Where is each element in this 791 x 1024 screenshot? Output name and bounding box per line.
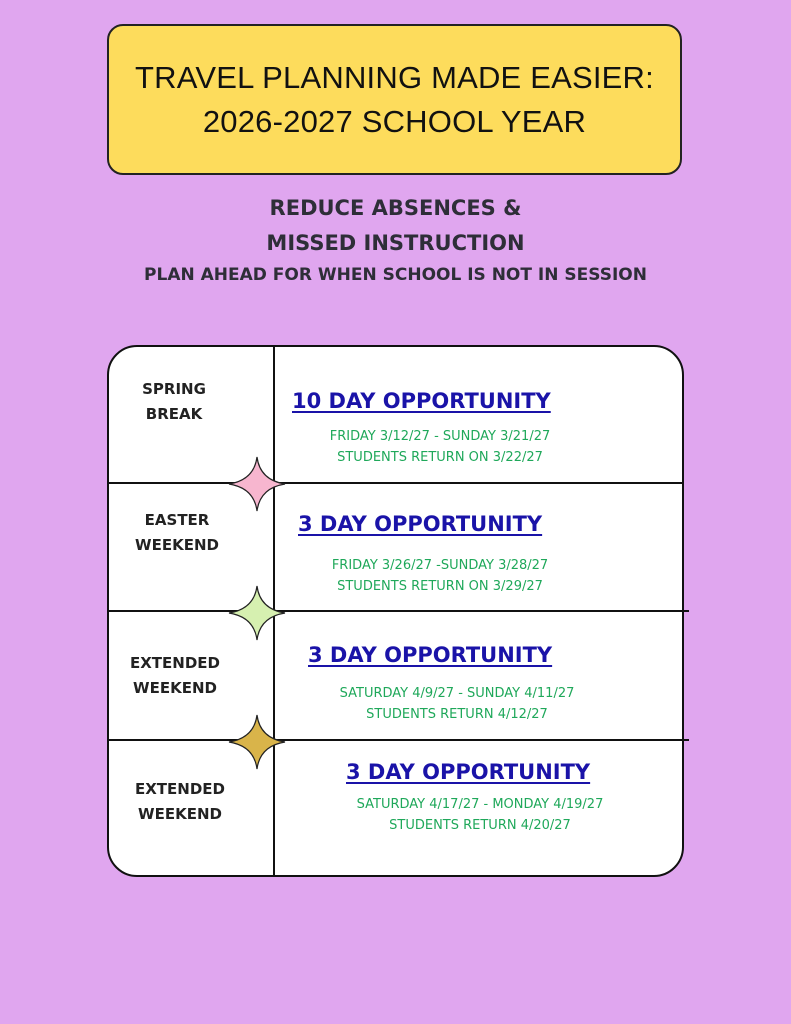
opportunity-dates: FRIDAY 3/12/27 - SUNDAY 3/21/27 STUDENTS RETURN ON 3/22/27 [329, 429, 551, 465]
subtitle-line-1: REDUCE ABSENCES & [269, 196, 522, 220]
opportunity-dates: FRIDAY 3/26/27 -SUNDAY 3/28/27 STUDENTS RETURN ON 3/29/27 [331, 558, 549, 594]
opportunity-heading: 3 DAY OPPORTUNITY [346, 760, 591, 784]
row-label-easter-weekend: EASTER WEEKEND [135, 511, 219, 554]
sparkle-icon [228, 585, 286, 641]
row-label-extended-weekend: EXTENDED WEEKEND [130, 654, 220, 697]
page-title: TRAVEL PLANNING MADE EASIER: [135, 59, 654, 95]
opportunity-dates: SATURDAY 4/9/27 - SUNDAY 4/11/27 STUDENTS RETURN 4/12/27 [339, 686, 575, 722]
sparkle-shape [229, 586, 285, 640]
title-banner [107, 24, 682, 175]
row-label-spring-break: SPRING BREAK [142, 380, 206, 423]
subtitle-line-2: MISSED INSTRUCTION [266, 231, 525, 255]
subtitle-line-3: PLAN AHEAD FOR WHEN SCHOOL IS NOT IN SESSION [144, 265, 647, 285]
opportunity-heading: 10 DAY OPPORTUNITY [292, 389, 551, 413]
page-title-year: 2026-2027 SCHOOL YEAR [202, 103, 587, 139]
row-label-extended-weekend: EXTENDED WEEKEND [135, 780, 225, 823]
sparkle-shape [229, 457, 285, 511]
opportunity-heading: 3 DAY OPPORTUNITY [308, 643, 553, 667]
sparkle-icon [228, 714, 286, 770]
opportunity-heading: 3 DAY OPPORTUNITY [298, 512, 543, 536]
row-divider [107, 739, 689, 741]
row-divider [107, 482, 684, 484]
opportunity-dates: SATURDAY 4/17/27 - MONDAY 4/19/27 STUDENTS RETURN 4/20/27 [356, 797, 604, 833]
row-divider [107, 610, 689, 612]
sparkle-icon [228, 456, 286, 512]
sparkle-shape [229, 715, 285, 769]
